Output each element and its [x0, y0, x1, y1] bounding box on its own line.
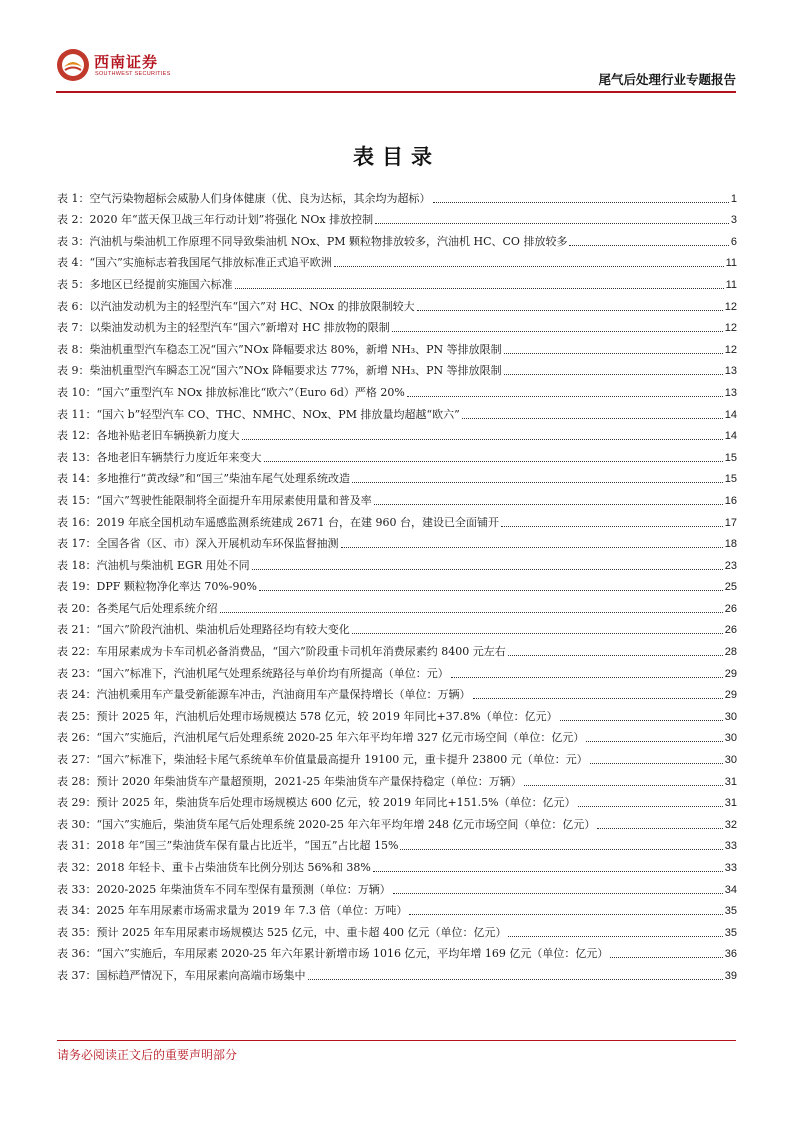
toc-leader-dots — [504, 374, 723, 375]
toc-entry-page: 25 — [724, 581, 737, 594]
toc-entry-title: “国六”标准下，汽油机尾气处理系统路径与单价均有所提高（单位：元） — [96, 666, 449, 680]
toc-entry-title: “国六 b”轻型汽车 CO、THC、NMHC、NOx、PM 排放量均超越“欧六” — [96, 407, 460, 421]
toc-entry-label: 表 1： — [57, 191, 90, 205]
toc-entry-page: 28 — [724, 646, 737, 659]
toc-entry-page: 30 — [724, 732, 737, 745]
toc-entry-page: 14 — [724, 430, 737, 443]
toc-entry-label: 表 8： — [57, 342, 90, 356]
toc-leader-dots — [373, 871, 723, 872]
toc-entry[interactable] — [57, 508, 737, 530]
toc-entry-title: 国标趋严情况下，车用尿素向高端市场集中 — [96, 968, 306, 982]
toc-entry-page: 31 — [724, 775, 737, 788]
toc-entry[interactable] — [57, 249, 737, 271]
toc-entry[interactable] — [57, 637, 737, 659]
toc-entry-label: 表 12： — [57, 429, 97, 443]
toc-entry-title: “国六”阶段汽油机、柴油机后处理路径均有较大变化 — [96, 623, 350, 637]
toc-entry-label: 表 4： — [57, 256, 90, 270]
toc-leader-dots — [569, 245, 728, 246]
toc-entry-title: “国六”驾驶性能限制将全面提升车用尿素使用量和普及率 — [96, 493, 372, 507]
toc-entry[interactable] — [57, 940, 737, 962]
toc-leader-dots — [341, 547, 723, 548]
toc-entry-title: 2018 年“国三”柴油货车保有量占比近半，“国五”占比超 15% — [96, 839, 399, 853]
toc-entry-page: 33 — [724, 840, 737, 853]
toc-entry-label: 表 7： — [57, 321, 90, 335]
toc-entry-title: 预计 2025 年车用尿素市场规模达 525 亿元，中、重卡超 400 亿元（单位：亿元） — [96, 925, 507, 939]
toc-leader-dots — [578, 806, 723, 807]
toc-entry[interactable] — [57, 659, 737, 681]
toc-entry[interactable] — [57, 184, 737, 206]
toc-entry-label: 表 35： — [57, 925, 97, 939]
toc-entry-title: “国六”实施后，车用尿素 2020-25 年六年累计新增市场 1016 亿元，平均年增 169 亿元（单位：亿元） — [96, 947, 609, 961]
toc-leader-dots — [586, 741, 722, 742]
toc-entry-label: 表 23： — [57, 666, 97, 680]
toc-entry-title: 以汽油发动机为主的轻型汽车“国六”对 HC、NOx 的排放限制较大 — [89, 299, 415, 313]
toc-leader-dots — [508, 936, 722, 937]
toc-entry-label: 表 37： — [57, 968, 97, 982]
toc-leader-dots — [417, 310, 723, 311]
toc-entry[interactable] — [57, 551, 737, 573]
toc-leader-dots — [374, 504, 723, 505]
toc-leader-dots — [375, 223, 729, 224]
toc-entry[interactable] — [57, 767, 737, 789]
toc-entry-label: 表 16： — [57, 515, 97, 529]
toc-entry[interactable] — [57, 314, 737, 336]
toc-entry-label: 表 31： — [57, 839, 97, 853]
toc-entry-title: 柴油机重型汽车稳态工况“国六”NOx 降幅要求达 80%，新增 NH₃、PN 等排放限制 — [89, 342, 502, 356]
report-title: 尾气后处理行业专题报告 — [598, 72, 736, 87]
toc-entry-label: 表 28： — [57, 774, 97, 788]
toc-entry-label: 表 6： — [57, 299, 90, 313]
toc-entry[interactable] — [57, 745, 737, 767]
toc-entry-page: 12 — [724, 300, 737, 313]
toc-entry-title: 2020 年“蓝天保卫战三年行动计划”将强化 NOx 排放控制 — [89, 213, 374, 227]
toc-entry-page: 32 — [724, 818, 737, 831]
toc-leader-dots — [560, 720, 723, 721]
toc-leader-dots — [462, 418, 723, 419]
toc-entry-page: 13 — [724, 386, 737, 399]
toc-entry[interactable] — [57, 594, 737, 616]
toc-entry[interactable] — [57, 789, 737, 811]
toc-entry-page: 12 — [724, 343, 737, 356]
toc-entry[interactable] — [57, 616, 737, 638]
toc-entry[interactable] — [57, 681, 737, 703]
toc-entry-page: 1 — [730, 192, 737, 205]
toc-entry-title: 2019 年底全国机动车遥感监测系统建成 2671 台，在建 960 台，建设已全面铺开 — [96, 515, 499, 529]
toc-entry-title: 预计 2025 年，柴油货车后处理市场规模达 600 亿元，较 2019 年同比+151.5%（单位：亿元） — [96, 796, 576, 810]
toc-entry[interactable] — [57, 378, 737, 400]
toc-entry-label: 表 3： — [57, 234, 90, 248]
toc-leader-dots — [597, 828, 722, 829]
toc-leader-dots — [407, 396, 723, 397]
toc-entry-label: 表 20： — [57, 601, 97, 615]
toc-leader-dots — [590, 763, 723, 764]
toc-leader-dots — [334, 266, 724, 267]
toc-entry[interactable] — [57, 702, 737, 724]
toc-entry-title: “国六”实施标志着我国尾气排放标准正式追平欧洲 — [89, 256, 332, 270]
toc-entry[interactable] — [57, 573, 737, 595]
toc-entry-label: 表 25： — [57, 709, 97, 723]
toc-entry-page: 30 — [724, 710, 737, 723]
toc-entry-label: 表 10： — [57, 385, 97, 399]
toc-entry-label: 表 5： — [57, 277, 90, 291]
toc-entry-title: 2018 年轻卡、重卡占柴油货车比例分别达 56%和 38% — [96, 861, 371, 874]
toc-entry-title: 空气污染物超标会威胁人们身体健康（优、良为达标，其余均为超标） — [89, 191, 431, 205]
toc-entry-title: 以柴油发动机为主的轻型汽车“国六”新增对 HC 排放物的限制 — [89, 321, 390, 335]
toc-entry-page: 18 — [724, 538, 737, 551]
toc-entry[interactable] — [57, 486, 737, 508]
toc-entry-label: 表 11： — [57, 407, 97, 421]
toc-entry-label: 表 34： — [57, 904, 97, 918]
toc-entry-page: 6 — [730, 235, 737, 248]
toc-leader-dots — [235, 288, 724, 289]
toc-entry-label: 表 9： — [57, 364, 90, 378]
toc-entry-label: 表 14： — [57, 472, 97, 486]
toc-leader-dots — [252, 569, 723, 570]
toc-entry[interactable] — [57, 530, 737, 552]
toc-entry-page: 3 — [730, 214, 737, 227]
toc-entry[interactable] — [57, 270, 737, 292]
logo-name-cn: 西南证券 — [94, 53, 159, 71]
toc-entry[interactable] — [57, 227, 737, 249]
toc-leader-dots — [433, 202, 729, 203]
toc-entry-label: 表 18： — [57, 558, 97, 572]
toc-entry-title: “国六”实施后，汽油机尾气后处理系统 2020-25 年六年平均年增 327 亿元市场空间（单位：亿元） — [96, 731, 585, 745]
toc-entry[interactable] — [57, 443, 737, 465]
toc-entry-page: 13 — [724, 365, 737, 378]
toc-entry[interactable] — [57, 724, 737, 746]
toc-entry-page: 26 — [724, 602, 737, 615]
toc-entry-label: 表 15： — [57, 493, 97, 507]
toc-leader-dots — [392, 331, 723, 332]
toc-entry-title: 汽油机乘用车产量受新能源车冲击，汽油商用车产量保持增长（单位：万辆） — [96, 688, 471, 702]
toc-entry-page: 33 — [724, 862, 737, 874]
company-logo — [56, 48, 196, 88]
toc-leader-dots — [393, 893, 723, 894]
toc-leader-dots — [508, 655, 723, 656]
toc-entry-title: DPF 颗粒物净化率达 70%-90% — [96, 580, 257, 594]
toc-entry-page: 15 — [724, 451, 737, 464]
toc-entry-page: 29 — [724, 667, 737, 680]
toc-entry-label: 表 36： — [57, 947, 97, 961]
toc-entry-title: “国六”重型汽车 NOx 排放标准比“欧六”（Euro 6d）严格 20% — [96, 385, 405, 399]
footer-divider — [57, 1040, 736, 1041]
toc-leader-dots — [259, 590, 723, 591]
toc-entry-label: 表 30： — [57, 817, 97, 831]
toc-entry-title: 各地老旧车辆禁行力度近年来变大 — [96, 450, 262, 464]
toc-entry-label: 表 33： — [57, 882, 97, 896]
toc-entry-label: 表 17： — [57, 537, 97, 551]
toc-entry-title: 多地区已经提前实施国六标准 — [89, 277, 233, 291]
toc-entry[interactable] — [57, 206, 737, 228]
toc-entry-label: 表 19： — [57, 580, 97, 594]
disclaimer-note: 请务必阅读正文后的重要声明部分 — [57, 1048, 238, 1062]
toc-entry-title: 2025 年车用尿素市场需求量为 2019 年 7.3 倍（单位：万吨） — [96, 904, 408, 918]
toc-entry-page: 39 — [724, 969, 737, 982]
toc-entry-title: “国六”标准下，柴油轻卡尾气系统单车价值量最高提升 19100 元，重卡提升 23800 元（单位：元） — [96, 753, 588, 767]
toc-entry-page: 11 — [725, 278, 737, 291]
toc-entry-label: 表 26： — [57, 731, 97, 745]
toc-entry-label: 表 32： — [57, 861, 97, 874]
toc-entry-page: 16 — [724, 494, 737, 507]
toc-entry[interactable] — [57, 292, 737, 314]
toc-entry-label: 表 2： — [57, 213, 90, 227]
toc-leader-dots — [220, 612, 723, 613]
toc-entry[interactable] — [57, 875, 737, 897]
toc-entry-page: 23 — [724, 559, 737, 572]
toc-leader-dots — [524, 785, 723, 786]
toc-leader-dots — [308, 979, 723, 980]
toc-entry[interactable] — [57, 918, 737, 940]
toc-entry-title: 2020-2025 年柴油货车不同车型保有量预测（单位：万辆） — [96, 882, 391, 896]
toc-entry-page: 30 — [724, 754, 737, 767]
toc-entry-page: 36 — [724, 948, 737, 961]
toc-entry[interactable] — [57, 897, 737, 919]
toc-entry-page: 35 — [724, 926, 737, 939]
toc-entry-page: 14 — [724, 408, 737, 421]
logo-emblem-icon — [56, 48, 90, 82]
toc-entry-page: 15 — [724, 473, 737, 486]
toc-entry-title: 汽油机与柴油机 EGR 用处不同 — [96, 558, 250, 572]
toc-entry-page: 35 — [724, 905, 737, 918]
toc-entry[interactable] — [57, 422, 737, 444]
toc-entry-page: 17 — [724, 516, 737, 529]
toc-leader-dots — [264, 461, 723, 462]
toc-leader-dots — [451, 677, 723, 678]
toc-entry[interactable] — [57, 810, 737, 832]
toc-entry-title: 预计 2025 年，汽油机后处理市场规模达 578 亿元，较 2019 年同比+37.8%（单位：亿元） — [96, 709, 558, 723]
toc-entry-label: 表 13： — [57, 450, 97, 464]
toc-leader-dots — [610, 957, 722, 958]
toc-entry[interactable] — [57, 357, 737, 379]
toc-entry[interactable] — [57, 961, 737, 983]
toc-entry-title: 各地补贴老旧车辆换新力度大 — [96, 429, 240, 443]
toc-entry-title: 汽油机与柴油机工作原理不同导致柴油机 NOx、PM 颗粒物排放较多，汽油机 HC、CO 排放较多 — [89, 234, 568, 248]
toc-entry-title: 全国各省（区、市）深入开展机动车环保监督抽测 — [96, 537, 339, 551]
toc-entry-title: 各类尾气后处理系统介绍 — [96, 601, 218, 615]
toc-leader-dots — [504, 353, 723, 354]
toc-entry-label: 表 29： — [57, 796, 97, 810]
toc-entry-label: 表 22： — [57, 645, 97, 659]
toc-leader-dots — [352, 482, 723, 483]
toc-entry[interactable] — [57, 832, 737, 854]
toc-entry-title: 预计 2020 年柴油货车产量超预期，2021-25 年柴油货车产量保持稳定（单位：万辆） — [96, 774, 522, 788]
toc-entry-page: 34 — [724, 883, 737, 896]
page-title: 表目录 — [353, 144, 440, 169]
header-divider — [56, 91, 736, 93]
toc-entry-label: 表 21： — [57, 623, 97, 637]
toc-leader-dots — [242, 439, 723, 440]
toc-entry-title: “国六”实施后，柴油货车尾气后处理系统 2020-25 年六年平均年增 248 亿元市场空间（单位：亿元） — [96, 817, 596, 831]
toc-entry-label: 表 24： — [57, 688, 97, 702]
table-of-tables — [57, 184, 737, 983]
toc-entry-title: 多地推行“黄改绿”和“国三”柴油车尾气处理系统改造 — [96, 472, 350, 486]
toc-entry[interactable] — [57, 465, 737, 487]
toc-leader-dots — [501, 526, 723, 527]
toc-entry-title: 柴油机重型汽车瞬态工况“国六”NOx 降幅要求达 77%，新增 NH₃、PN 等排放限制 — [89, 364, 502, 378]
toc-entry[interactable] — [57, 853, 737, 875]
toc-entry-page: 26 — [724, 624, 737, 637]
toc-leader-dots — [473, 698, 723, 699]
toc-entry-page: 12 — [724, 322, 737, 335]
toc-entry-label: 表 27： — [57, 753, 97, 767]
toc-leader-dots — [409, 914, 722, 915]
toc-entry[interactable] — [57, 400, 737, 422]
toc-entry[interactable] — [57, 335, 737, 357]
toc-leader-dots — [400, 849, 722, 850]
toc-entry-page: 11 — [725, 257, 737, 270]
toc-entry-page: 31 — [724, 797, 737, 810]
logo-name-en: SOUTHWEST SECURITIES — [95, 71, 171, 77]
toc-entry-page: 29 — [724, 689, 737, 702]
toc-entry-title: 车用尿素成为卡车司机必备消费品，“国六”阶段重卡司机年消费尿素约 8400 元左右 — [96, 645, 506, 659]
toc-leader-dots — [352, 633, 723, 634]
